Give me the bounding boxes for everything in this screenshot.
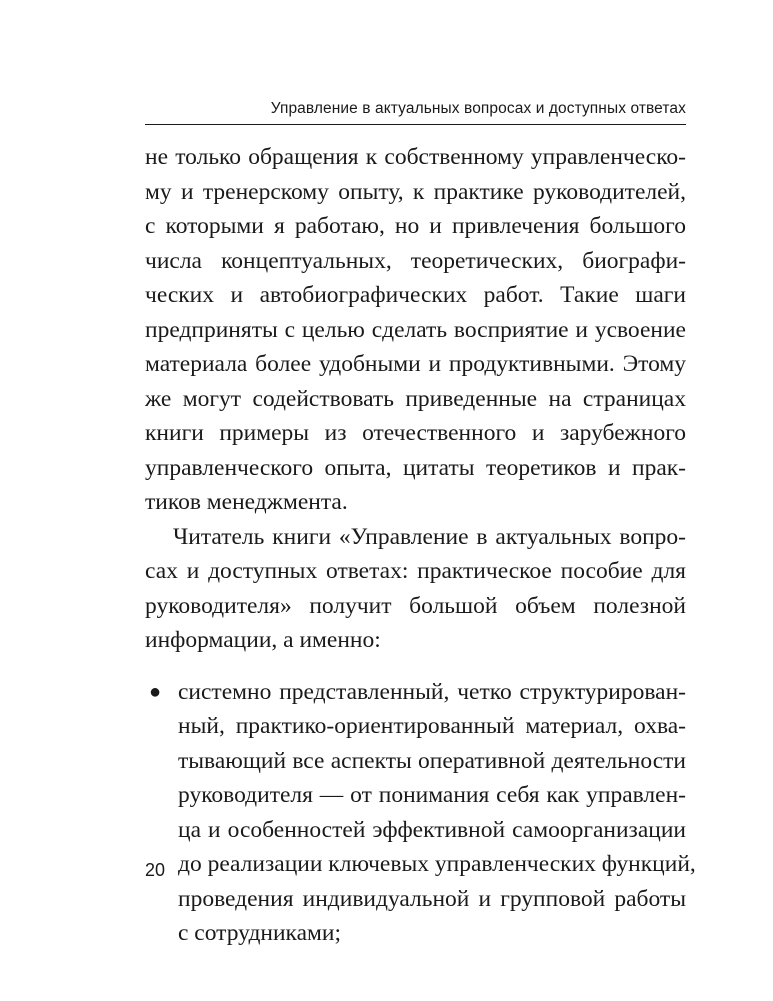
text-line: ный, практико-ориентированный материал, охва- — [178, 713, 686, 739]
paragraph-2 — [145, 520, 686, 658]
text-line: ца и особенностей эффективной самоорганизации — [178, 816, 686, 843]
text-line: руководителя» получит большой объем полезной — [145, 592, 686, 619]
text-line: системно представленный, четко структурирован- — [178, 678, 686, 705]
text-line: не только обращения к собственному управленческо- — [145, 144, 686, 170]
text-line: числа концептуальных, теоретических, биографи- — [145, 247, 686, 274]
paragraph-1 — [145, 140, 686, 520]
text-line: же могут содействовать приведенные на страницах — [145, 385, 686, 412]
paragraph-spacer — [145, 658, 686, 675]
text-line: сах и доступных ответах: практическое пособие для — [145, 558, 686, 584]
bullet-item-1 — [145, 675, 696, 951]
text-line: ческих и автобиографических работ. Такие шаги — [145, 282, 686, 308]
page-number: 20 — [145, 860, 166, 880]
text-line: тывающий все аспекты оперативной деятельности — [178, 747, 686, 774]
text-line: материала более удобными и продуктивными. Этому — [145, 351, 686, 377]
text-line: Читатель книги «Управление в актуальных вопро- — [173, 523, 686, 550]
text-line: информации, а именно: — [145, 627, 381, 653]
text-line: му и тренерскому опыту, к практике руководителей, — [145, 178, 686, 205]
text-line: руководителя — от понимания себя как управлен- — [178, 782, 686, 808]
text-line: книги примеры из отечественного и зарубежного — [145, 420, 686, 446]
header-rule — [145, 124, 686, 125]
bullet-text — [178, 675, 696, 951]
text-line: с которыми я работаю, но и привлечения большого — [145, 213, 686, 239]
text-line: управленческого опыта, цитаты теоретиков и прак- — [145, 454, 686, 481]
page-body — [145, 140, 696, 951]
text-line: предприняты с целью сделать восприятие и усвоение — [145, 316, 686, 343]
text-line: тиков менеджмента. — [145, 489, 348, 515]
text-line: с сотрудниками; — [178, 920, 342, 946]
bullet-dot-icon: ● — [149, 680, 162, 703]
text-line: проведения индивидуальной и групповой работы — [178, 885, 686, 912]
text-line: до реализации ключевых управленческих функций, — [178, 851, 696, 877]
running-head: Управление в актуальных вопросах и доступных ответах — [270, 100, 686, 117]
